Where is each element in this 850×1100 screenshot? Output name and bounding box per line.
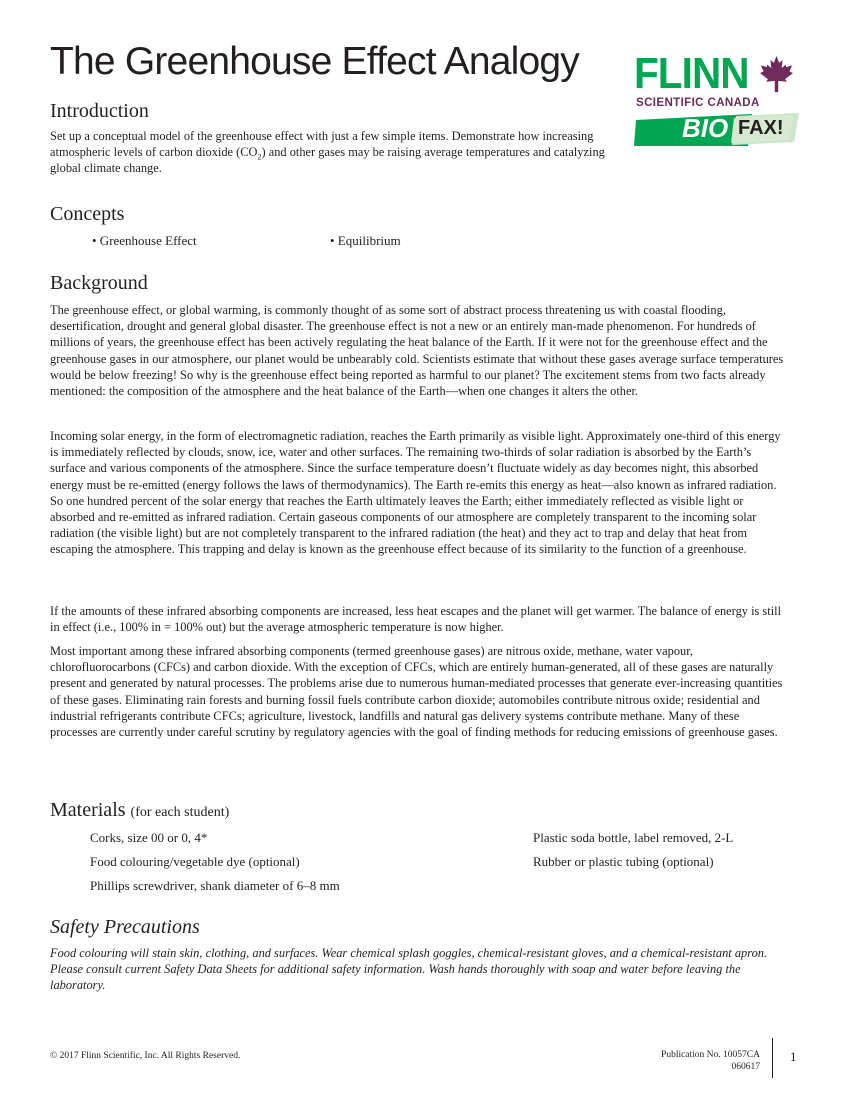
logo-bio: BIO — [682, 113, 729, 143]
flinn-logo — [634, 49, 799, 148]
materials-heading: Materials (for each student) — [50, 799, 230, 821]
logo-wordmark: FLINN — [634, 49, 749, 98]
introduction-text: Set up a conceptual model of the greenhouse effect with just a few simple items. Demonstrate how increasing atmospheric levels of carbon dioxide $(CO_2)$ and other gases may be raising average temperatures and catalyzing global climate change. — [50, 129, 605, 176]
publication-number: Publication No. 10057CA — [661, 1050, 760, 1060]
concept-item: • Equilibrium — [330, 233, 401, 248]
material-item: Rubber or plastic tubing (optional) — [533, 854, 714, 869]
background-heading: Background — [50, 272, 148, 294]
concepts-heading: Concepts — [50, 203, 125, 225]
logo-fax: FAX! — [738, 117, 784, 139]
introduction-heading: Introduction — [50, 100, 149, 122]
materials-note: (for each student) — [130, 805, 230, 820]
publication-code: 060617 — [731, 1062, 760, 1072]
logo-subtitle: SCIENTIFIC CANADA — [636, 97, 760, 109]
material-item: Food colouring/vegetable dye (optional) — [90, 854, 300, 869]
page-number: 1 — [790, 1049, 797, 1064]
maple-leaf-icon — [759, 55, 794, 93]
publication-info — [661, 1049, 760, 1073]
footer-divider — [772, 1038, 773, 1078]
background-paragraph: Incoming solar energy, in the form of electromagnetic radiation, reaches the Earth primarily as visible light. Approximately one-third of this energy is immediately reflected by clouds, snow, ice, water and other surfaces. The remaining two-thirds of solar radiation is absorbed by the Earth’s surface and various components of the atmosphere. Since the surface temperature doesn’t fluctuate widely as day becomes night, this absorbed energy must be re-emitted (energy follows the laws of thermodynamics). The Earth re-emits this energy as heat—also known as infrared radiation. So one hundred percent of the solar energy that reaches the Earth ultimately leaves the Earth; either immediately reflected as visible light or absorbed and re-emitted as infrared radiation. Certain gaseous components of our atmosphere are completely transparent to the incoming solar radiation (the visible light) but are not completely transparent to the infrared radiation (the heat) and they act to trap and delay that heat from escaping the atmosphere. This trapping and delay is known as the greenhouse effect because of its similarity to the function of a greenhouse. — [50, 429, 781, 557]
background-paragraph: Most important among these infrared absorbing components (termed greenhouse gases) are nitrous oxide, methane, water vapour, chlorofluorocarbons (CFCs) and carbon dioxide. With the exception of CFCs, which are entirely human-generated, all of these gases are naturally present and generated by natural processes. The problems arise due to numerous human-mediated processes that generate ever-increasing quantities of these gases. Eliminating rain forests and burning fossil fuels contribute carbon dioxide; automobiles contribute nitrous oxide; residential and industrial refrigerants contribute CFCs; agriculture, livestock, landfills and natural gas delivery systems contribute methane. Many of these processes are currently under careful scrutiny by regulatory agencies with the goal of finding methods for reducing emissions of greenhouse gases. — [50, 644, 783, 740]
page-title: The Greenhouse Effect Analogy — [50, 40, 579, 83]
background-paragraph: If the amounts of these infrared absorbing components are increased, less heat escapes and the planet will get warmer. The balance of energy is still in effect (i.e., 100% in = 100% out) but the average atmospheric temperature is now higher. — [50, 604, 782, 635]
material-item: Plastic soda bottle, label removed, 2-L — [533, 830, 734, 845]
material-item: Corks, size 00 or 0, 4* — [90, 830, 208, 845]
copyright: © 2017 Flinn Scientific, Inc. All Rights Reserved. — [50, 1051, 241, 1061]
background-paragraph: The greenhouse effect, or global warming, is commonly thought of as some sort of abstract process threatening us with coastal flooding, desertification, drought and general global disaster. The greenhouse effect is not a new or an entirely man-made phenomenon. For hundreds of millions of years, the greenhouse effect has been actively regulating the heat balance of the Earth. If it were not for the greenhouse effect and the greenhouse gases in our atmosphere, our planet would be unbearably cold. Scientists estimate that without these gases average surface temperatures would be below freezing! So why is the greenhouse effect being reported as harmful to our planet? The excitement stems from two facts already mentioned: the composition of the atmosphere and the heat balance of the Earth—when one changes it alters the other. — [50, 303, 784, 399]
concept-item: • Greenhouse Effect — [92, 233, 197, 248]
safety-text: Food colouring will stain skin, clothing, and surfaces. Wear chemical splash goggles, chemical-resistant gloves, and a chemical-resistant apron. Please consult current Safety Data Sheets for additional safety information. Wash hands thoroughly with soap and water before leaving the laboratory. — [50, 946, 768, 993]
safety-heading: Safety Precautions — [50, 916, 200, 938]
material-item: Phillips screwdriver, shank diameter of 6–8 mm — [90, 878, 340, 893]
